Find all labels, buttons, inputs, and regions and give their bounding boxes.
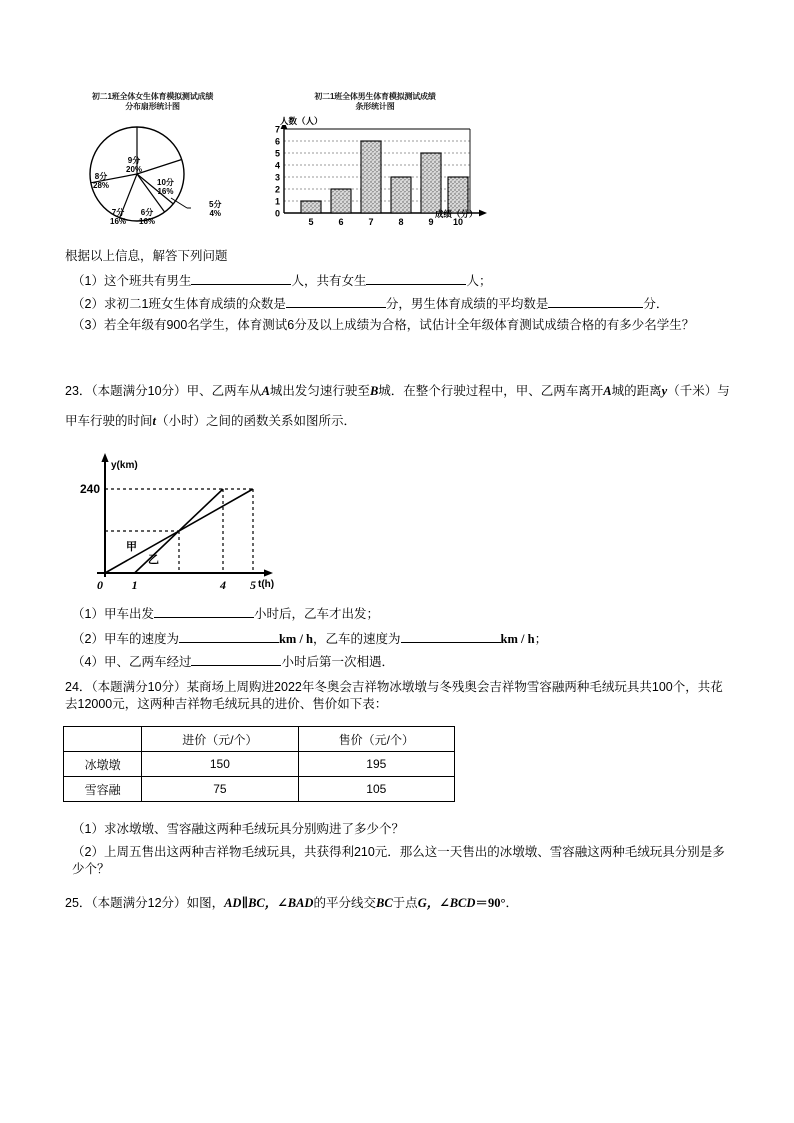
- bar-chart-y-axis-label: 人数（人）: [280, 116, 323, 126]
- q22-blank-boys[interactable]: [191, 271, 291, 285]
- svg-text:5: 5: [308, 217, 314, 227]
- svg-text:3: 3: [274, 172, 280, 183]
- q22-part1-text-b: 人，共有女生: [291, 274, 367, 288]
- line-graph-x-tick-5: 5: [250, 578, 256, 592]
- pie-chart-graphic: [83, 120, 222, 228]
- svg-text:10: 10: [452, 217, 464, 227]
- table-header-cell-blank: [64, 727, 142, 752]
- line-graph-x-tick-0: 0: [97, 578, 103, 592]
- q25-seg-bc: BC: [248, 896, 265, 910]
- line-graph-series-label-yi: 乙: [148, 554, 159, 566]
- q23-blank-departure-delay[interactable]: [154, 604, 254, 618]
- q22-blank-girls[interactable]: [366, 271, 466, 285]
- q22-part1: [72, 271, 491, 290]
- intro-line: 根据以上信息，解答下列问题: [65, 249, 228, 263]
- svg-text:7: 7: [274, 125, 280, 135]
- line-graph-y-tick-240: 240: [79, 482, 100, 496]
- q23-blank-speed-jia[interactable]: [179, 629, 279, 643]
- q23-part2: （2）甲车的速度为 km / h，乙车的速度为 km / h；: [72, 629, 547, 648]
- pie-chart-figure: [65, 92, 240, 237]
- q24-stem: 24．（本题满分10分）某商场上周购进2022年冬奥会吉祥物冰墩墩与冬残奥会吉祥物雪容融两种毛绒玩具共100个，共花去12000元，这两种吉祥物毛绒玩具的进价、售价如下表：: [65, 680, 723, 711]
- q23-number: 23．（本题满分10分）: [65, 384, 187, 398]
- svg-text:6: 6: [338, 217, 344, 227]
- table-cell-cost-0: 150: [142, 752, 298, 777]
- line-graph-x-axis-title: t(h): [258, 579, 275, 590]
- svg-text:4: 4: [274, 160, 280, 171]
- q25-point-g: G: [417, 896, 427, 910]
- pie-slice-label-5: 5分 4%: [209, 200, 222, 218]
- statistics-figures: [65, 92, 735, 237]
- q25-angle-bcd: ∠BCD: [439, 896, 476, 910]
- table-header-row: [64, 727, 455, 752]
- svg-text:9: 9: [428, 217, 434, 227]
- q25-number: 25．（本题满分12分）: [65, 896, 187, 910]
- q23-city-a2: A: [603, 384, 612, 398]
- svg-text:8: 8: [398, 217, 404, 227]
- line-graph-series-label-jia: 甲: [126, 541, 137, 553]
- q22-part1-text-c: 人；: [466, 274, 492, 288]
- pie-slice-label-7: 7分 16%: [110, 208, 127, 226]
- table-cell-product-1: 雪容融: [64, 777, 142, 802]
- q25-seg-bc-2: BC: [375, 896, 393, 910]
- table-header-cell-price: 售价（元/个）: [298, 727, 454, 752]
- table-row: [64, 777, 455, 802]
- q22-part2: [72, 294, 668, 313]
- q23-blank-speed-yi[interactable]: [401, 629, 501, 643]
- q23-var-y: y: [661, 384, 668, 398]
- q22-part2-text-b: 分，男生体育成绩的平均数是: [385, 297, 549, 311]
- bar-chart-x-axis-label: 成绩（分）: [435, 209, 478, 219]
- line-graph-x-tick-4: 4: [220, 578, 226, 592]
- svg-text:0: 0: [274, 208, 280, 219]
- svg-text:1: 1: [274, 196, 280, 207]
- q22-part2-text-c: 分．: [643, 297, 669, 311]
- q22-blank-mean[interactable]: [548, 294, 643, 308]
- line-graph-svg: [70, 445, 300, 595]
- bar-chart-figure: [250, 92, 500, 237]
- table-header-cell-cost: 进价（元/个）: [142, 727, 298, 752]
- svg-text:5: 5: [274, 148, 280, 159]
- q25-angle-bad: ∠BAD: [277, 896, 314, 910]
- pie-slice-label-6: 6分 16%: [139, 208, 156, 226]
- svg-text:7: 7: [368, 217, 374, 227]
- q23-stem: 23．（本题满分10分）甲、乙两车从A城出发匀速行驶至B城．在整个行驶过程中，甲、乙两车离开A城的距离y（千米）与甲车行驶的时间t（小时）之间的函数关系如图所示．: [65, 384, 730, 428]
- q22-blank-mode[interactable]: [286, 294, 386, 308]
- pie-slice-label-10: 10分 16%: [157, 178, 174, 196]
- table-cell-price-1: 105: [298, 777, 454, 802]
- q23-unit-kmh-1: km / h: [278, 632, 313, 646]
- table-cell-price-0: 195: [298, 752, 454, 777]
- bar-chart-title: 初二1班全体男生体育模拟测试成绩 条形统计图: [314, 92, 436, 111]
- q24-part2: （2）上周五售出这两种吉祥物毛绒玩具，共获得利210元．那么这一天售出的冰墩墩、雪容融这两种毛绒玩具分别是多少个？: [72, 845, 725, 876]
- q23-line-graph: [70, 445, 300, 595]
- q25-angle-value: 90°: [487, 896, 506, 910]
- q23-unit-kmh-2: km / h: [500, 632, 535, 646]
- q23-part4: （4）甲、乙两车经过 小时后第一次相遇．: [72, 652, 394, 671]
- q24-price-table: [63, 726, 455, 802]
- line-graph-y-axis-title: y(km): [111, 460, 138, 471]
- q23-city-a1: A: [261, 384, 270, 398]
- svg-text:2: 2: [274, 184, 280, 195]
- pie-slice-label-9: 9分 20%: [126, 156, 143, 174]
- q22-part2-text-a: （2）求初二1班女生体育成绩的众数是: [72, 297, 286, 311]
- line-graph-x-tick-1: 1: [131, 578, 138, 592]
- pie-slice-label-8: 8分 28%: [93, 172, 110, 190]
- q23-var-t: t: [152, 414, 156, 428]
- q25-stem: 25．（本题满分12分）如图，AD∥BC，∠BAD的平分线交BC于点G，∠BCD＝90°．: [65, 896, 518, 910]
- table-cell-product-0: 冰墩墩: [64, 752, 142, 777]
- q22-part1-text-a: （1）这个班共有男生: [72, 274, 192, 288]
- q24-part1: （1）求冰墩墩、雪容融这两种毛绒玩具分别购进了多少个？: [72, 822, 404, 836]
- q22-part3: （3）若全年级有900名学生，体育测试6分及以上成绩为合格，试估计全年级体育测试成绩合格的有多少名学生？: [72, 318, 695, 332]
- svg-text:6: 6: [274, 136, 280, 147]
- pie-chart-title: 初二1班全体女生体育模拟测试成绩 分布扇形统计图: [91, 92, 214, 111]
- q23-blank-meet-time[interactable]: [191, 652, 281, 666]
- table-row: [64, 752, 455, 777]
- q23-part1: （1）甲车出发 小时后，乙车才出发；: [72, 604, 379, 623]
- table-cell-cost-1: 75: [142, 777, 298, 802]
- q23-city-b: B: [369, 384, 379, 398]
- q25-seg-ad: AD: [224, 896, 242, 910]
- parallel-icon: ∥: [241, 896, 249, 910]
